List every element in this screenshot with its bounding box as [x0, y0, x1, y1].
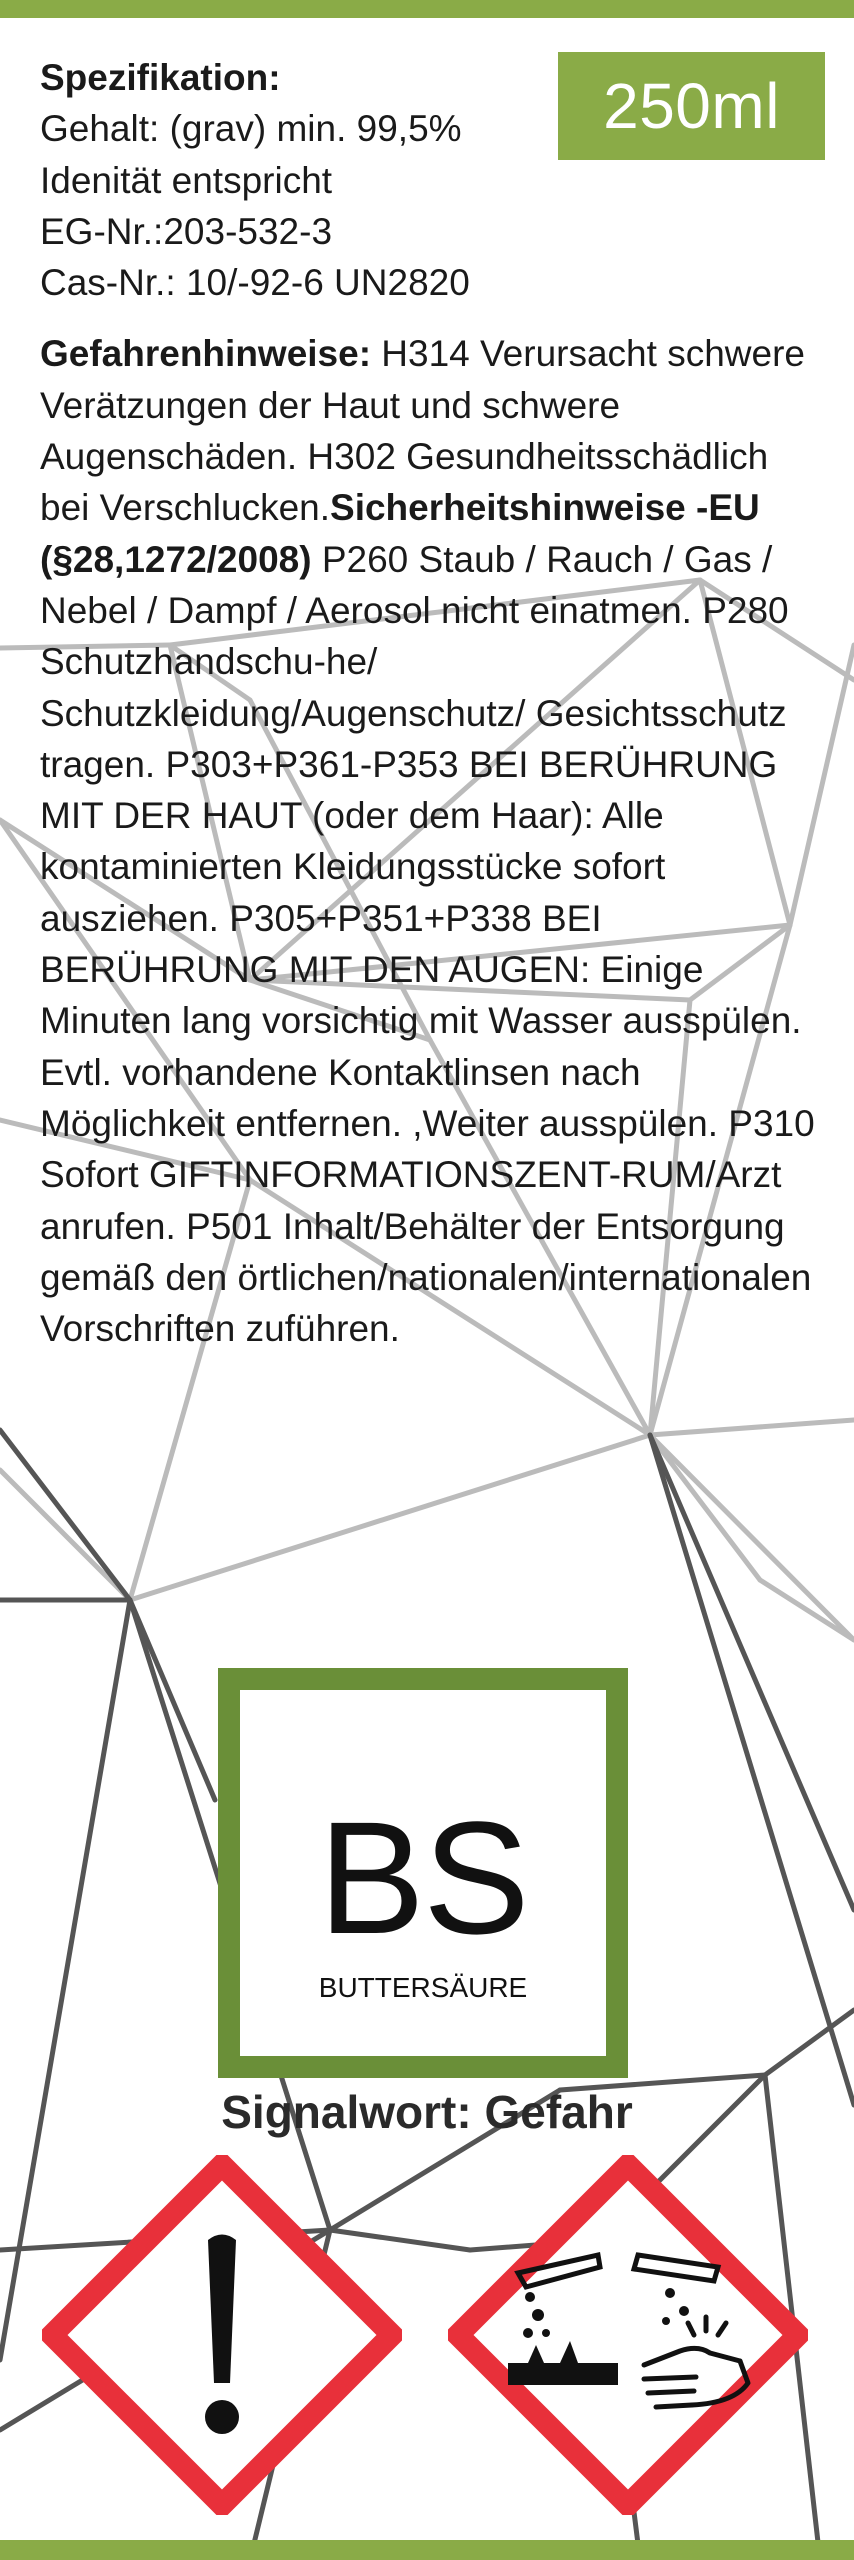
- signal-word: Signalwort: Gefahr: [221, 2086, 633, 2138]
- spec-line: Gehalt: (grav) min. 99,5%: [40, 108, 462, 150]
- safety-heading: Sicherheitshinweise -EU (§28,1272/2008): [40, 487, 760, 580]
- hazard-statements: [40, 328, 820, 1354]
- spec-line: EG-Nr.:203-532-3: [40, 210, 333, 252]
- bottom-accent-bar: [0, 2540, 854, 2560]
- volume-badge: 250ml: [558, 52, 825, 160]
- hazard-h-text: H314 Verursacht schwere Verätzungen der Haut und schwere Augenschäden. H302 Gesundheitsschädlich bei Verschlucken.: [40, 333, 805, 529]
- product-logo: [218, 1668, 628, 2078]
- hazard-heading: Gefahrenhinweise:: [40, 333, 372, 375]
- spec-line: Idenität entspricht: [40, 159, 333, 201]
- specification-block: [40, 52, 820, 308]
- label-text: [40, 52, 820, 1354]
- exclamation-mark-icon: [42, 2155, 402, 2515]
- logo-abbreviation: BS: [318, 1788, 528, 1967]
- corrosion-icon: [448, 2155, 808, 2515]
- specification-title: Spezifikation:: [40, 57, 281, 98]
- logo-product-name: BUTTERSÄURE: [318, 1972, 528, 2003]
- hazard-p-text: P260 Staub / Rauch / Gas / Nebel / Dampf / Aerosol nicht einatmen. P280 Schutzhandschu-he/ Schutzkleidung/Augenschutz/ Gesichtsschutz tragen. P303+P361-P353 BEI BERÜHRUNG MIT DER HAUT (oder dem Haar): Alle kontaminierten Kleidungsstücke sofort ausziehen. P305+P351+P338 BEI BERÜHRUNG MIT DEN AUGEN: Einige Minuten lang vorsichtig mit Wasser ausspülen. Evtl. vorhandene Kontaktlinsen nach Möglichkeit entfernen. ,Weiter ausspülen. P310 Sofort GIFTINFORMATIONSZENT-RUM/Arzt anrufen. P501 Inhalt/Behälter der Entsorgung gemäß den örtlichen/nationalen/internationalen Vorschriften zuführen.: [40, 538, 815, 1350]
- spec-line: Cas-Nr.: 10/-92-6 UN2820: [40, 262, 470, 304]
